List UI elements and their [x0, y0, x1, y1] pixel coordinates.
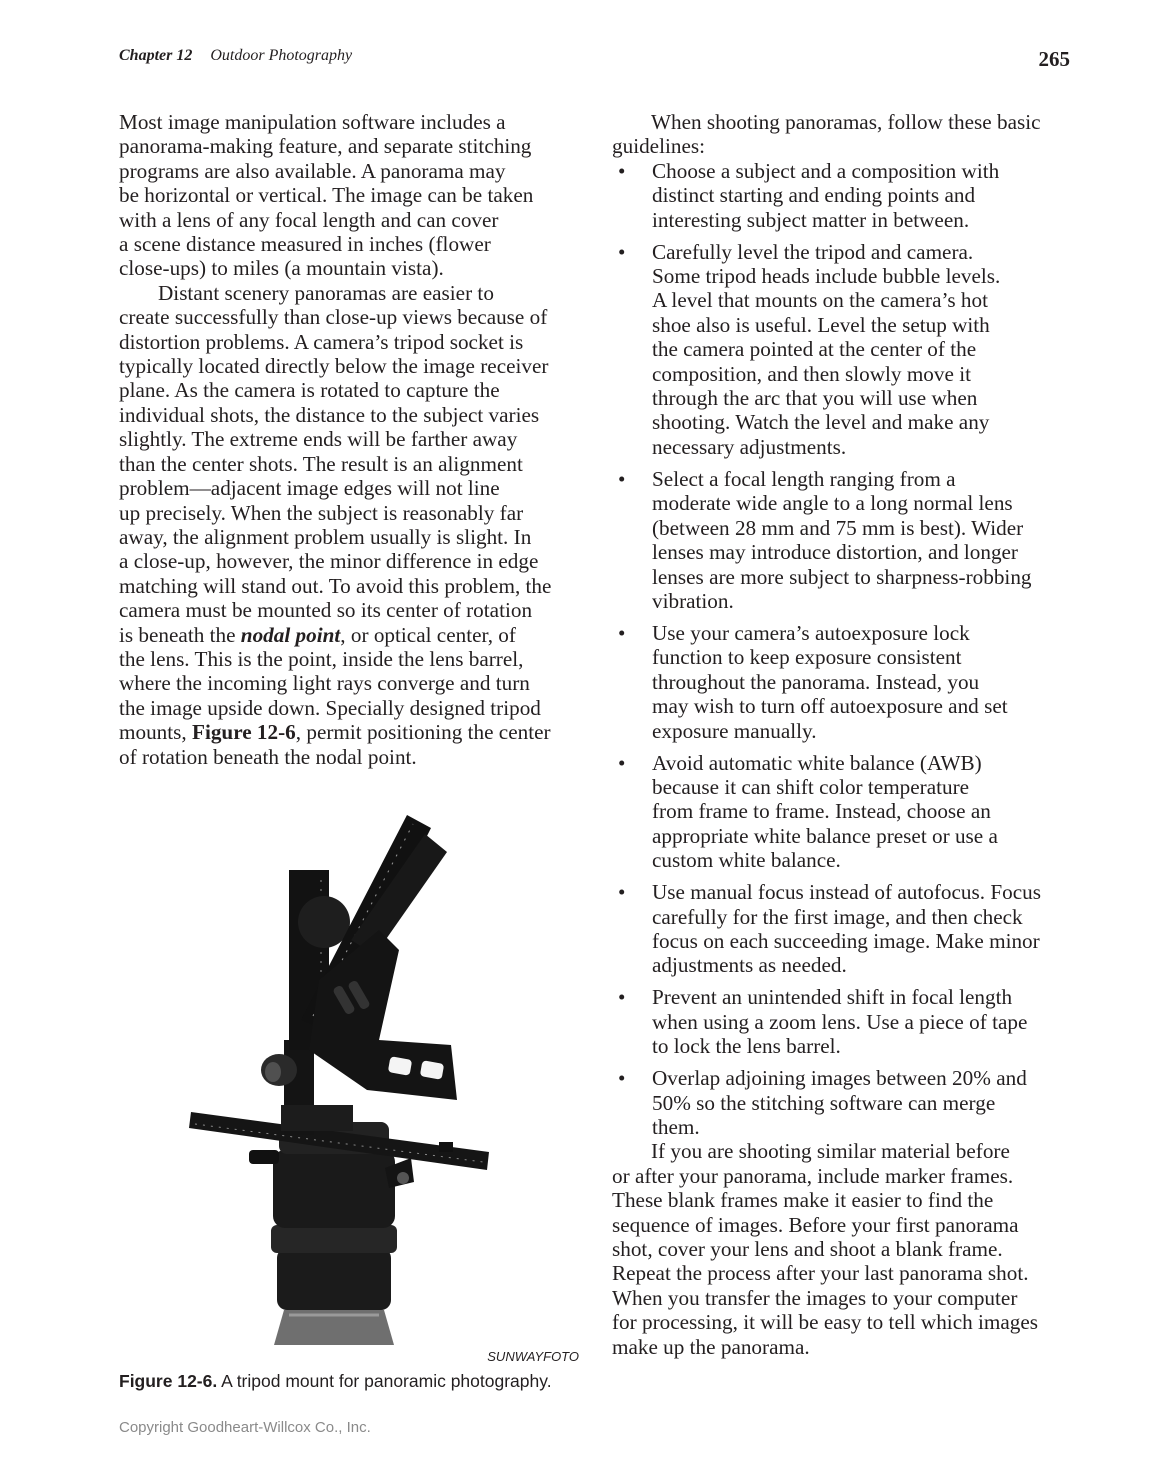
- bullet-icon: •: [618, 985, 626, 1010]
- text-line: 50% so the stitching software can merge: [652, 1090, 996, 1115]
- text-line: sequence of images. Before your first panorama: [612, 1212, 1019, 1237]
- text-line: lenses are more subject to sharpness-robbing: [652, 564, 1032, 589]
- right-column: [612, 110, 1074, 1359]
- text-line: the lens. This is the point, inside the lens barrel,: [119, 646, 524, 671]
- text-line: be horizontal or vertical. The image can be taken: [119, 183, 534, 208]
- bullet-icon: •: [618, 239, 626, 264]
- text-fragment: , or optical center, of: [340, 622, 516, 647]
- figure-reference: Figure 12-6: [192, 720, 296, 745]
- bullet-icon: •: [618, 620, 626, 645]
- text-line: where the incoming light rays converge and turn: [119, 671, 530, 696]
- text-line: When shooting panoramas, follow these basic: [651, 110, 1041, 134]
- text-line: Use your camera’s autoexposure lock: [652, 620, 970, 645]
- bullet-icon: •: [618, 1066, 626, 1091]
- text-line: distortion problems. A camera’s tripod socket is: [119, 329, 524, 354]
- figure-caption: [119, 1371, 552, 1392]
- text-line: programs are also available. A panorama may: [119, 158, 506, 183]
- caption-label: Figure 12-6.: [119, 1371, 218, 1391]
- text-line: up precisely. When the subject is reasonably far: [119, 500, 524, 525]
- bullet-icon: •: [618, 158, 626, 183]
- text-line: for processing, it will be easy to tell which images: [612, 1310, 1039, 1335]
- list-item: [612, 467, 1074, 613]
- text-line: When you transfer the images to your computer: [612, 1285, 1018, 1310]
- list-item: [612, 985, 1074, 1058]
- paragraph-marker-frames: [612, 1139, 1074, 1359]
- text-line: guidelines:: [612, 134, 705, 159]
- text-line: interesting subject matter in between.: [652, 207, 970, 232]
- tripod-mount-photo: [189, 810, 519, 1345]
- text-line: them.: [652, 1115, 700, 1139]
- running-header: [119, 47, 352, 65]
- text-fragment: is beneath the: [119, 622, 241, 647]
- text-line: than the center shots. The result is an alignment: [119, 451, 523, 476]
- text-line: Carefully level the tripod and camera.: [652, 239, 974, 264]
- text-line: Overlap adjoining images between 20% and: [652, 1066, 1027, 1091]
- text-line: If you are shooting similar material before: [651, 1139, 1010, 1164]
- text-line: necessary adjustments.: [652, 434, 847, 459]
- text-line: shot, cover your lens and shoot a blank frame.: [612, 1237, 1003, 1262]
- text-line: (between 28 mm and 75 mm is best). Wider: [652, 515, 1024, 540]
- text-line: Use manual focus instead of autofocus. Focus: [652, 880, 1041, 905]
- text-line: [119, 720, 589, 744]
- text-line: Most image manipulation software includes a: [119, 110, 506, 134]
- list-item: [612, 240, 1074, 460]
- text-line: to lock the lens barrel.: [652, 1034, 841, 1059]
- text-line: Choose a subject and a composition with: [652, 158, 1000, 183]
- text-line: These blank frames make it easier to find the: [612, 1188, 994, 1213]
- text-line: slightly. The extreme ends will be farther away: [119, 427, 518, 452]
- text-line: focus on each succeeding image. Make minor: [652, 928, 1040, 953]
- text-line: close-ups) to miles (a mountain vista).: [119, 256, 444, 281]
- paragraph-distortion: [119, 281, 589, 769]
- text-line: moderate wide angle to a long normal lens: [652, 491, 1013, 516]
- bullet-icon: •: [618, 880, 626, 905]
- text-fragment: mounts,: [119, 720, 192, 745]
- text-line: composition, and then slowly move it: [652, 361, 971, 386]
- text-line: lenses may introduce distortion, and longer: [652, 540, 1018, 565]
- text-line: shooting. Watch the level and make any: [652, 410, 990, 435]
- text-line: plane. As the camera is rotated to capture the: [119, 378, 500, 403]
- text-line: appropriate white balance preset or use a: [652, 823, 998, 848]
- list-item: [612, 751, 1074, 873]
- text-line: through the arc that you will use when: [652, 386, 978, 411]
- text-line: typically located directly below the image receiver: [119, 354, 549, 379]
- text-line: matching will stand out. To avoid this problem, the: [119, 573, 552, 598]
- text-line: of rotation beneath the nodal point.: [119, 744, 417, 769]
- text-line: [119, 623, 589, 647]
- text-line: make up the panorama.: [612, 1334, 810, 1359]
- figure-12-6: [119, 810, 583, 1350]
- text-line: camera must be mounted so its center of rotation: [119, 598, 533, 623]
- text-line: distinct starting and ending points and: [652, 183, 976, 208]
- text-line: away, the alignment problem usually is slight. In: [119, 524, 532, 549]
- list-item: [612, 1066, 1074, 1139]
- text-fragment: , permit positioning the center: [295, 720, 551, 745]
- paragraph-guidelines-intro: [612, 110, 1074, 159]
- text-line: from frame to frame. Instead, choose an: [652, 799, 991, 824]
- text-line: carefully for the first image, and then check: [652, 904, 1023, 929]
- text-line: exposure manually.: [652, 718, 817, 743]
- text-line: individual shots, the distance to the subject varies: [119, 402, 540, 427]
- text-line: shoe also is useful. Level the setup with: [652, 312, 990, 337]
- chapter-label: Chapter 12: [119, 47, 193, 64]
- text-line: panorama-making feature, and separate stitching: [119, 134, 532, 159]
- text-line: Repeat the process after your last panorama shot.: [612, 1261, 1029, 1286]
- list-item: [612, 621, 1074, 743]
- text-line: a scene distance measured in inches (flower: [119, 232, 491, 257]
- photo-credit: SUNWAYFOTO: [487, 1349, 579, 1364]
- guidelines-list: [612, 159, 1074, 1140]
- text-line: because it can shift color temperature: [652, 774, 970, 799]
- left-column: [119, 110, 589, 769]
- page-number: 265: [1038, 47, 1070, 71]
- text-line: Some tripod heads include bubble levels.: [652, 264, 1001, 289]
- text-line: Distant scenery panoramas are easier to: [158, 280, 494, 305]
- text-line: problem—adjacent image edges will not line: [119, 476, 500, 501]
- list-item: [612, 159, 1074, 232]
- bullet-icon: •: [618, 466, 626, 491]
- text-line: the camera pointed at the center of the: [652, 337, 977, 362]
- paragraph-intro: [119, 110, 589, 281]
- caption-text: A tripod mount for panoramic photography.: [217, 1371, 552, 1391]
- key-term-nodal-point: nodal point: [240, 622, 341, 647]
- text-line: may wish to turn off autoexposure and set: [652, 694, 1008, 719]
- text-line: custom white balance.: [652, 848, 841, 873]
- text-line: a close-up, however, the minor difference in edge: [119, 549, 539, 574]
- text-line: the image upside down. Specially designed tripod: [119, 695, 541, 720]
- text-line: function to keep exposure consistent: [652, 645, 962, 670]
- text-line: when using a zoom lens. Use a piece of tape: [652, 1009, 1028, 1034]
- text-line: throughout the panorama. Instead, you: [652, 669, 980, 694]
- text-line: or after your panorama, include marker frames.: [612, 1163, 1014, 1188]
- text-line: vibration.: [652, 588, 734, 613]
- text-line: adjustments as needed.: [652, 953, 847, 978]
- text-line: Prevent an unintended shift in focal length: [652, 985, 1013, 1010]
- bullet-icon: •: [618, 750, 626, 775]
- copyright-footer: Copyright Goodheart-Willcox Co., Inc.: [119, 1419, 371, 1436]
- text-line: with a lens of any focal length and can cover: [119, 207, 499, 232]
- text-line: Select a focal length ranging from a: [652, 466, 956, 491]
- text-line: create successfully than close-up views because of: [119, 305, 548, 330]
- text-line: A level that mounts on the camera’s hot: [652, 288, 988, 313]
- list-item: [612, 880, 1074, 978]
- chapter-title: Outdoor Photography: [210, 47, 353, 64]
- text-line: Avoid automatic white balance (AWB): [652, 750, 982, 775]
